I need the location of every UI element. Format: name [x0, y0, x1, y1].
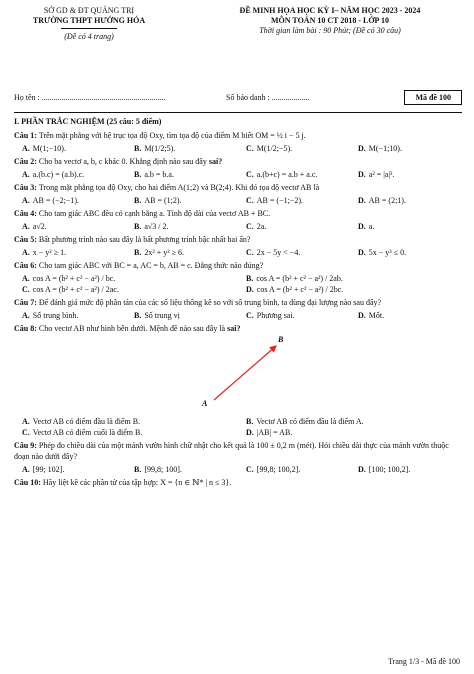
- option-key: A.: [22, 196, 30, 205]
- option-text: cos A = (b² + c² − a²) / 2ac.: [32, 285, 119, 294]
- option-text: [99; 102].: [32, 465, 65, 474]
- question-text: [14, 156, 462, 167]
- option-text: AB = (1;2).: [144, 196, 182, 205]
- answer-options: [14, 221, 462, 232]
- option-key: C.: [246, 222, 254, 231]
- question-body: Cho vectơ AB như hình bên dưới. Mệnh đề nào sau đây là: [38, 324, 226, 333]
- option-text: Mốt.: [368, 311, 385, 320]
- question-label: Câu 6:: [14, 261, 39, 270]
- option-key: A.: [22, 248, 30, 257]
- answer-options: [14, 310, 462, 321]
- question-body: Trong mặt phẳng tọa độ Oxy, cho hai điểm A(1;2) và B(2;4). Khi đó tọa độ vectơ AB là: [38, 183, 320, 192]
- option-key: D.: [246, 428, 254, 437]
- option-text: M(1/2;−5).: [256, 144, 293, 153]
- question-9: [14, 440, 462, 475]
- question-label: Câu 8:: [14, 324, 39, 333]
- option-key: B.: [134, 196, 142, 205]
- question-text: [14, 440, 462, 462]
- question-text: [14, 130, 462, 141]
- answer-options: [14, 143, 462, 154]
- student-name-field: Họ tên : ..............................................................: [14, 93, 166, 102]
- question-text: [14, 260, 462, 271]
- option-key: D.: [358, 248, 366, 257]
- question-6: [14, 260, 462, 295]
- answer-option: [350, 310, 462, 321]
- answer-option: [14, 221, 126, 232]
- option-key: A.: [22, 170, 30, 179]
- header: [0, 6, 474, 81]
- answer-option: [14, 169, 126, 180]
- option-key: C.: [246, 248, 254, 257]
- question-label: Câu 4:: [14, 209, 39, 218]
- option-text: Vectơ AB có điểm đầu là điểm A.: [256, 417, 364, 426]
- option-text: a√2.: [32, 222, 47, 231]
- point-a-label: A: [202, 399, 208, 408]
- question-text: [14, 234, 462, 245]
- answer-options: [14, 169, 462, 180]
- option-key: C.: [22, 428, 30, 437]
- option-key: C.: [246, 465, 254, 474]
- answer-options: [14, 273, 462, 295]
- question-5: [14, 234, 462, 258]
- question-body: Để đánh giá mức độ phân tán của các số liệu thống kê so với số trung bình, ta dùng đại lượng nào sau đây?: [38, 298, 382, 307]
- answer-option: [238, 427, 462, 438]
- option-text: cos A = (b² + c² − a²) / 2bc.: [256, 285, 344, 294]
- answer-option: [238, 284, 462, 295]
- option-key: A.: [22, 417, 30, 426]
- answer-option: [14, 195, 126, 206]
- option-key: D.: [358, 196, 366, 205]
- vector-ab-arrow: [214, 346, 276, 400]
- answer-option: [14, 464, 126, 475]
- question-label: Câu 1:: [14, 131, 39, 140]
- option-text: Phương sai.: [256, 311, 295, 320]
- option-key: C.: [22, 285, 30, 294]
- option-key: B.: [134, 311, 142, 320]
- question-text: [14, 182, 462, 193]
- answer-option: [350, 247, 462, 258]
- answer-option: [238, 416, 462, 427]
- question-list: [14, 130, 462, 488]
- option-text: [99,8; 100,2].: [256, 465, 301, 474]
- answer-option: [238, 273, 462, 284]
- answer-option: [350, 143, 462, 154]
- option-key: A.: [22, 222, 30, 231]
- option-text: |AB| = AB.: [256, 428, 293, 437]
- page-count: (Đề có 4 trang): [64, 32, 114, 41]
- section-title: I. PHẦN TRẮC NGHIỆM (25 câu: 5 điểm): [14, 117, 162, 126]
- answer-option: [238, 221, 350, 232]
- answer-options: [14, 247, 462, 258]
- answer-option: [14, 247, 126, 258]
- option-text: Số trung vị: [144, 311, 180, 320]
- question-body: Hãy liệt kê các phần tử của tập hợp: X = {n ∈ ℕ* | n ≤ 3}.: [42, 478, 232, 487]
- question-7: [14, 297, 462, 321]
- answer-option: [14, 416, 238, 427]
- option-text: [99,8; 100].: [144, 465, 182, 474]
- option-key: B.: [134, 248, 142, 257]
- question-text: [14, 297, 462, 308]
- option-text: M(1;−10).: [32, 144, 66, 153]
- vector-ab-svg: [14, 334, 454, 414]
- question-text: [14, 208, 462, 219]
- header-rule: [61, 28, 117, 29]
- option-text: M(−1;10).: [368, 144, 402, 153]
- answer-option: [14, 143, 126, 154]
- question-text: [14, 477, 462, 488]
- header-right: [190, 6, 470, 36]
- student-info-row: [14, 90, 462, 106]
- point-b-label: B: [278, 335, 284, 344]
- question-4: [14, 208, 462, 232]
- option-key: C.: [246, 170, 254, 179]
- school-name: TRƯỜNG THPT HƯỚNG HÓA: [32, 16, 146, 25]
- option-text: 2x − 5y < −4.: [256, 248, 301, 257]
- question-8: [14, 323, 462, 438]
- option-text: a.(b+c) = a.b + a.c.: [256, 170, 318, 179]
- header-divider: [14, 112, 462, 113]
- answer-option: [238, 310, 350, 321]
- option-key: D.: [358, 222, 366, 231]
- option-text: cos A = (b² + c² − a²) / bc.: [32, 274, 116, 283]
- page-footer: Trang 1/3 - Mã đề 100: [388, 657, 460, 666]
- question-label: Câu 9:: [14, 441, 39, 450]
- question-body: Trên mặt phẳng với hệ trục tọa độ Oxy, tìm tọa độ của điểm M biết OM = ½ i − 5 j.: [38, 131, 306, 140]
- option-key: B.: [134, 144, 142, 153]
- answer-option: [238, 143, 350, 154]
- question-2: [14, 156, 462, 180]
- questions-content: [14, 116, 462, 488]
- option-key: A.: [22, 311, 30, 320]
- option-text: x − y² ≥ 1.: [32, 248, 67, 257]
- subject-title: MÔN TOÁN 10 CT 2018 - LỚP 10: [270, 16, 389, 25]
- exam-code-box: Mã đề 100: [404, 90, 462, 105]
- answer-options: [14, 464, 462, 475]
- question-body: Cho tam giác ABC với BC = a, AC = b, AB = c. Đẳng thức nào đúng?: [38, 261, 264, 270]
- option-key: D.: [246, 285, 254, 294]
- option-text: a√3 / 2.: [144, 222, 169, 231]
- question-body: Phép đo chiều dài của một mảnh vườn hình chữ nhật cho kết quả là 100 ± 0,2 m (mét). Hỏi chiều dài thực của mảnh vườn thuộc đoạn nào dưới đây?: [14, 441, 449, 461]
- question-label: Câu 3:: [14, 183, 39, 192]
- time-info: Thời gian làm bài : 90 Phút; (Đề có 30 câu): [259, 26, 401, 35]
- question-body: Cho ba vectơ a, b, c khác 0. Khẳng định nào sau đây: [38, 157, 207, 166]
- option-key: B.: [134, 170, 142, 179]
- answer-option: [238, 247, 350, 258]
- question-emphasis: sai?: [225, 324, 241, 333]
- option-text: 2x² + y² ≥ 6.: [144, 248, 185, 257]
- option-text: Vectơ AB có điểm cuối là điểm B.: [32, 428, 143, 437]
- option-key: B.: [246, 417, 254, 426]
- answer-option: [126, 169, 238, 180]
- option-text: AB = (2;1).: [368, 196, 406, 205]
- answer-option: [350, 221, 462, 232]
- question-10: [14, 477, 462, 488]
- question-3: [14, 182, 462, 206]
- question-body: Bất phương trình nào sau đây là bất phương trình bậc nhất hai ẩn?: [38, 235, 251, 244]
- answer-option: [126, 195, 238, 206]
- answer-option: [350, 169, 462, 180]
- answer-option: [14, 273, 238, 284]
- answer-options: [14, 195, 462, 206]
- option-text: 5x − y³ ≤ 0.: [368, 248, 407, 257]
- option-key: B.: [134, 222, 142, 231]
- question-1: [14, 130, 462, 154]
- option-text: a.b = b.a.: [144, 170, 174, 179]
- option-text: 2a.: [256, 222, 267, 231]
- option-text: a.: [368, 222, 375, 231]
- answer-option: [238, 195, 350, 206]
- option-text: [100; 100,2].: [368, 465, 411, 474]
- option-key: B.: [134, 465, 142, 474]
- question-text: [14, 323, 462, 334]
- option-key: D.: [358, 170, 366, 179]
- question-label: Câu 5:: [14, 235, 39, 244]
- answer-option: [14, 427, 238, 438]
- option-key: A.: [22, 144, 30, 153]
- answer-options: [14, 416, 462, 438]
- answer-option: [126, 143, 238, 154]
- option-text: Vectơ AB có điểm đầu là điểm B.: [32, 417, 141, 426]
- vector-figure: [14, 334, 462, 414]
- answer-option: [126, 310, 238, 321]
- answer-option: [14, 284, 238, 295]
- question-body: Cho tam giác ABC đều có cạnh bằng a. Tính độ dài của vectơ AB + BC.: [38, 209, 271, 218]
- department-name: SỞ GD & ĐT QUẢNG TRỊ: [43, 6, 135, 15]
- answer-option: [14, 310, 126, 321]
- answer-option: [126, 221, 238, 232]
- question-label: Câu 7:: [14, 298, 39, 307]
- option-text: AB = (−2;−1).: [32, 196, 79, 205]
- option-key: D.: [358, 465, 366, 474]
- option-key: C.: [246, 144, 254, 153]
- option-key: A.: [22, 274, 30, 283]
- option-key: A.: [22, 465, 30, 474]
- answer-option: [350, 464, 462, 475]
- option-key: C.: [246, 311, 254, 320]
- option-text: M(1/2;5).: [144, 144, 176, 153]
- question-label: Câu 2:: [14, 157, 39, 166]
- option-text: Số trung bình.: [32, 311, 79, 320]
- option-key: C.: [246, 196, 254, 205]
- option-text: cos A = (b² + c² − a²) / 2ab.: [256, 274, 343, 283]
- option-text: a² = |a|².: [368, 170, 395, 179]
- answer-option: [126, 247, 238, 258]
- option-key: B.: [246, 274, 254, 283]
- option-text: a.(b.c) = (a.b).c.: [32, 170, 85, 179]
- exam-title: ĐỀ MINH HỌA HỌC KỲ I– NĂM HỌC 2023 - 2024: [239, 6, 421, 15]
- option-key: D.: [358, 144, 366, 153]
- candidate-number-field: Số báo danh : ...................: [226, 93, 310, 102]
- answer-option: [238, 464, 350, 475]
- question-label: Câu 10:: [14, 478, 43, 487]
- answer-option: [350, 195, 462, 206]
- option-text: AB = (−1;−2).: [256, 196, 303, 205]
- answer-option: [238, 169, 350, 180]
- option-key: D.: [358, 311, 366, 320]
- answer-option: [126, 464, 238, 475]
- question-emphasis: sai?: [206, 157, 223, 166]
- header-left: [14, 6, 164, 42]
